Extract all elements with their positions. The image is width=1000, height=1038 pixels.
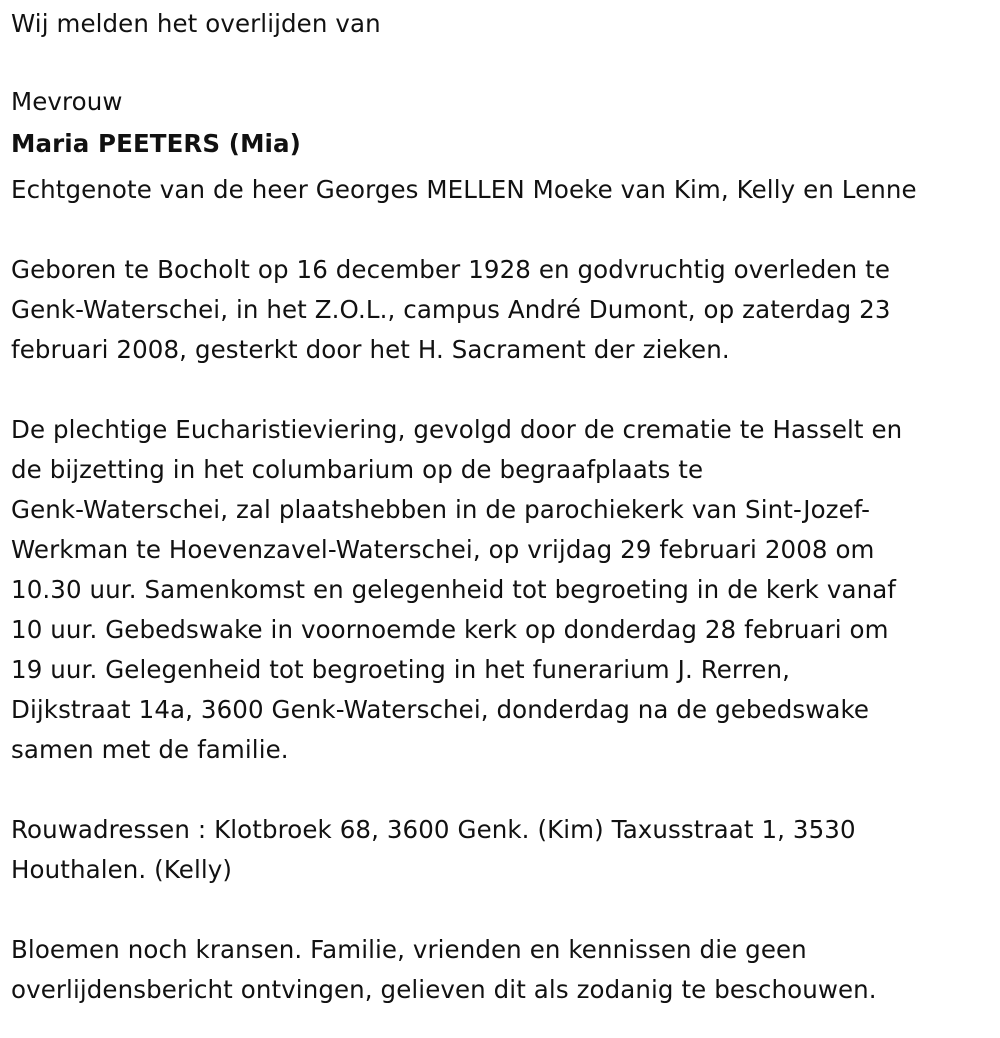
birth-death-paragraph — [11, 250, 980, 370]
paragraph-line: februari 2008, gesterkt door het H. Sacrament der zieken. — [11, 335, 730, 364]
paragraph-line: de bijzetting in het columbarium op de begraafplaats te — [11, 455, 704, 484]
salutation: Mevrouw — [11, 87, 123, 116]
paragraph-line: Dijkstraat 14a, 3600 Genk-Waterschei, donderdag na de gebedswake — [11, 695, 870, 724]
closing-paragraph — [11, 930, 980, 1010]
mourning-addresses — [11, 810, 980, 890]
paragraph-line: 10.30 uur. Samenkomst en gelegenheid tot begroeting in de kerk vanaf — [11, 575, 897, 604]
paragraph-line: Rouwadressen : Klotbroek 68, 3600 Genk. (Kim) Taxusstraat 1, 3530 — [11, 815, 856, 844]
paragraph-line: Genk-Waterschei, in het Z.O.L., campus André Dumont, op zaterdag 23 — [11, 295, 891, 324]
paragraph-line: 10 uur. Gebedswake in voornoemde kerk op donderdag 28 februari om — [11, 615, 889, 644]
spacer — [11, 210, 980, 250]
paragraph-line: Houthalen. (Kelly) — [11, 855, 233, 884]
paragraph-line: overlijdensbericht ontvingen, gelieven dit als zodanig te beschouwen. — [11, 975, 877, 1004]
paragraph-line: Genk-Waterschei, zal plaatshebben in de parochiekerk van Sint-Jozef- — [11, 495, 871, 524]
paragraph-line: Werkman te Hoevenzavel-Waterschei, op vrijdag 29 februari 2008 om — [11, 535, 875, 564]
intro-text: Wij melden het overlijden van — [11, 9, 381, 38]
spacer — [11, 770, 980, 810]
spacer — [11, 44, 980, 82]
paragraph-line: samen met de familie. — [11, 735, 289, 764]
paragraph-line: 19 uur. Gelegenheid tot begroeting in het funerarium J. Rerren, — [11, 655, 790, 684]
spacer — [11, 890, 980, 930]
spacer — [11, 370, 980, 410]
deceased-name: Maria PEETERS (Mia) — [11, 129, 301, 158]
ceremony-paragraph — [11, 410, 980, 770]
paragraph-line: Geboren te Bocholt op 16 december 1928 en godvruchtig overleden te — [11, 255, 890, 284]
family-relations: Echtgenote van de heer Georges MELLEN Moeke van Kim, Kelly en Lenne — [11, 175, 917, 204]
paragraph-line: Bloemen noch kransen. Familie, vrienden en kennissen die geen — [11, 935, 807, 964]
paragraph-line: De plechtige Eucharistieviering, gevolgd door de crematie te Hasselt en — [11, 415, 903, 444]
